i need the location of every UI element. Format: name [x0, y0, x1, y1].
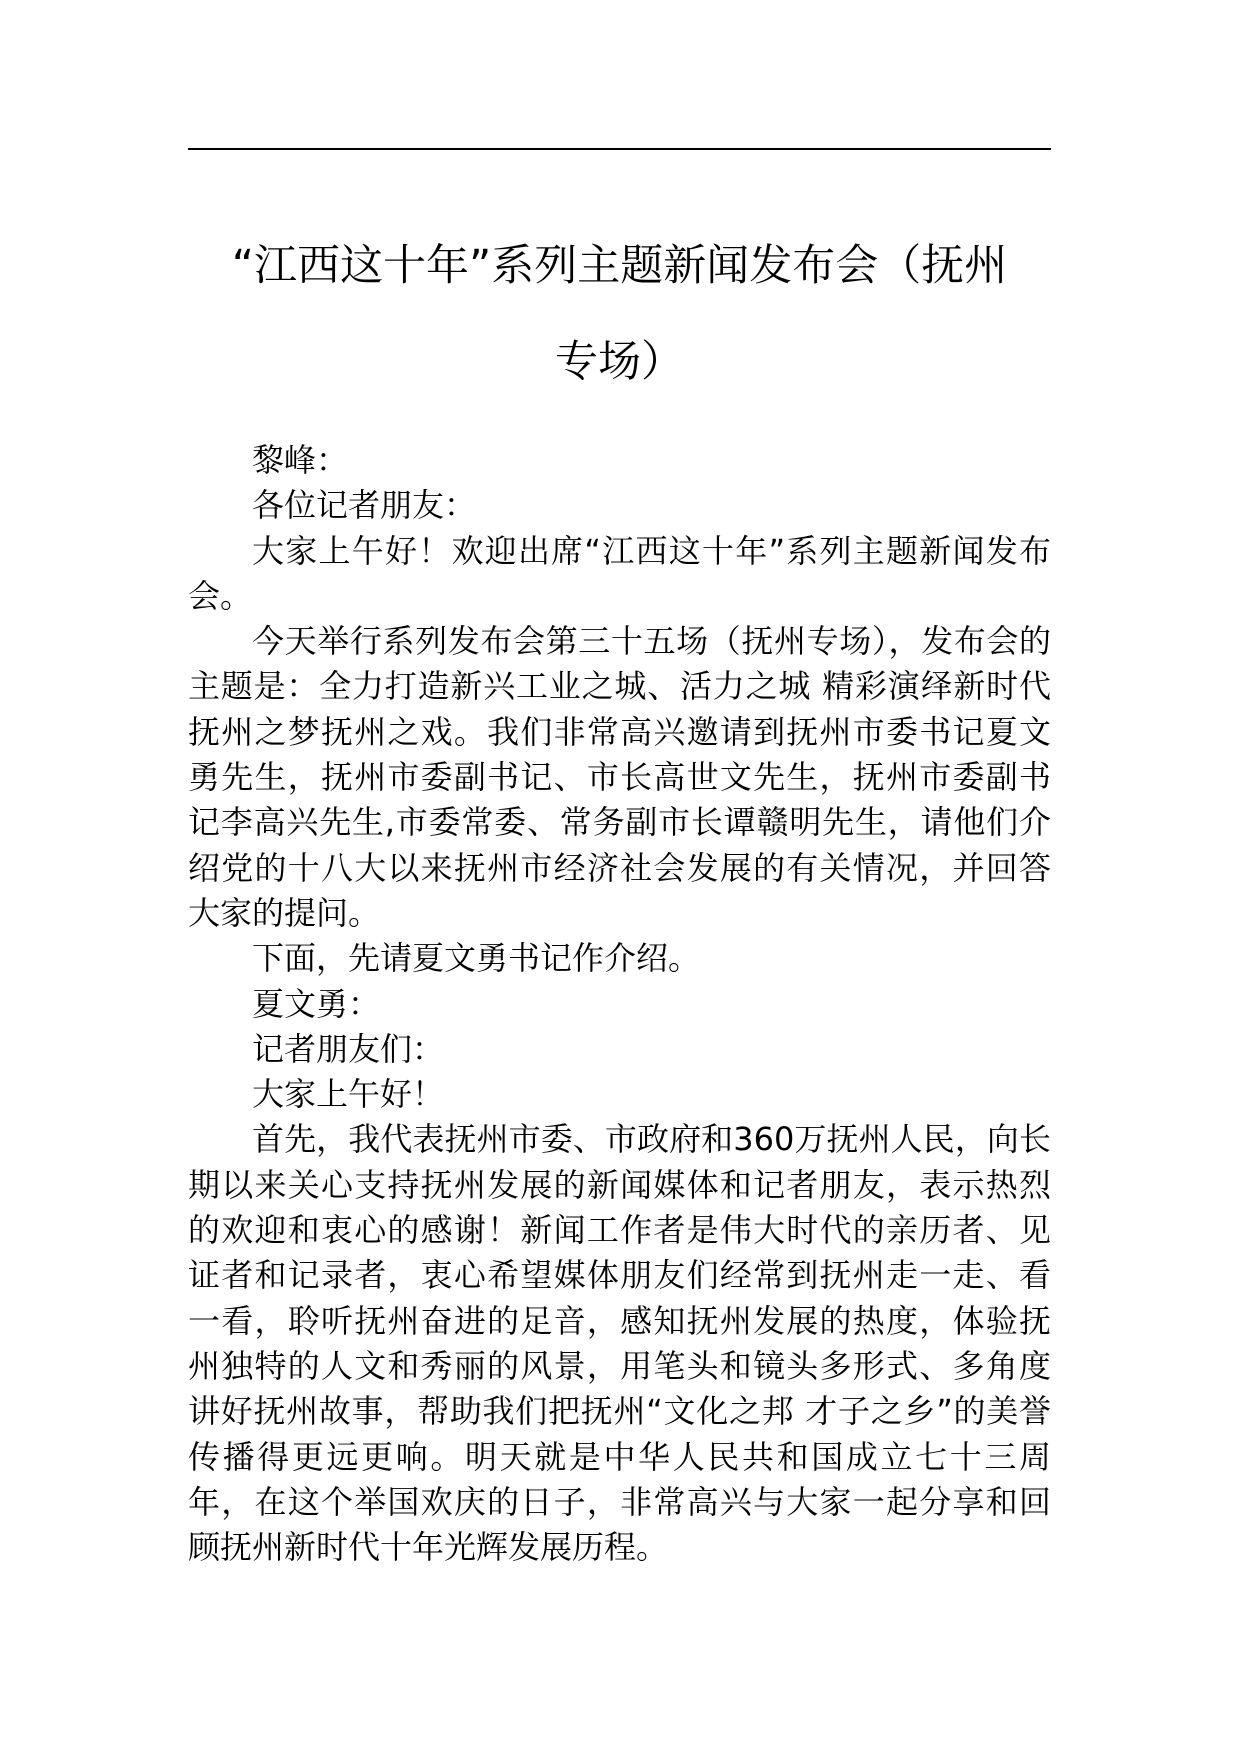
speaker-label: 夏文勇： — [252, 984, 381, 1023]
body-paragraph: 今天举行系列发布会第三十五场（抚州专场），发布会的主题是：全力打造新兴工业之城、活力之城 精彩演绎新时代抚州之梦抚州之戏。我们非常高兴邀请到抚州市委书记夏文勇先生，抚州市委副书记、市长高世文先生，抚州市委副书记李高兴先生,市委常委、常务副市长谭赣明先生，请他们介绍党的十八大以来抚州市经济社会发展的有关情况，并回答大家的提问。 — [188, 622, 1051, 932]
salutation: 记者朋友们： — [252, 1029, 445, 1068]
title-line: “江西这十年”系列主题新闻发布会（抚州 — [231, 241, 1008, 291]
document-title — [188, 218, 1051, 410]
body-paragraph: 下面，先请夏文勇书记作介绍。 — [252, 939, 701, 978]
title-line: 专场） — [555, 337, 684, 387]
salutation: 各位记者朋友： — [252, 486, 477, 525]
body-paragraph: 大家上午好！欢迎出席“江西这十年”系列主题新闻发布会。 — [188, 531, 1051, 615]
greeting: 大家上午好！ — [252, 1075, 445, 1114]
header-rule — [188, 148, 1051, 150]
document-body — [188, 438, 1051, 1570]
speaker-label: 黎峰： — [252, 441, 349, 479]
body-paragraph: 首先，我代表抚州市委、市政府和360万抚州人民，向长期以来关心支持抚州发展的新闻媒体和记者朋友，表示热烈的欢迎和衷心的感谢！新闻工作者是伟大时代的亲历者、见证者和记录者，衷心希望媒体朋友们经常到抚州走一走、看一看，聆听抚州奋进的足音，感知抚州发展的热度，体验抚州独特的人文和秀丽的风景，用笔头和镜头多形式、多角度讲好抚州故事，帮助我们把抚州“文化之邦 才子之乡”的美誉传播得更远更响。明天就是中华人民共和国成立七十三周年，在这个举国欢庆的日子，非常高兴与大家一起分享和回顾抚州新时代十年光辉发展历程。 — [188, 1120, 1051, 1567]
